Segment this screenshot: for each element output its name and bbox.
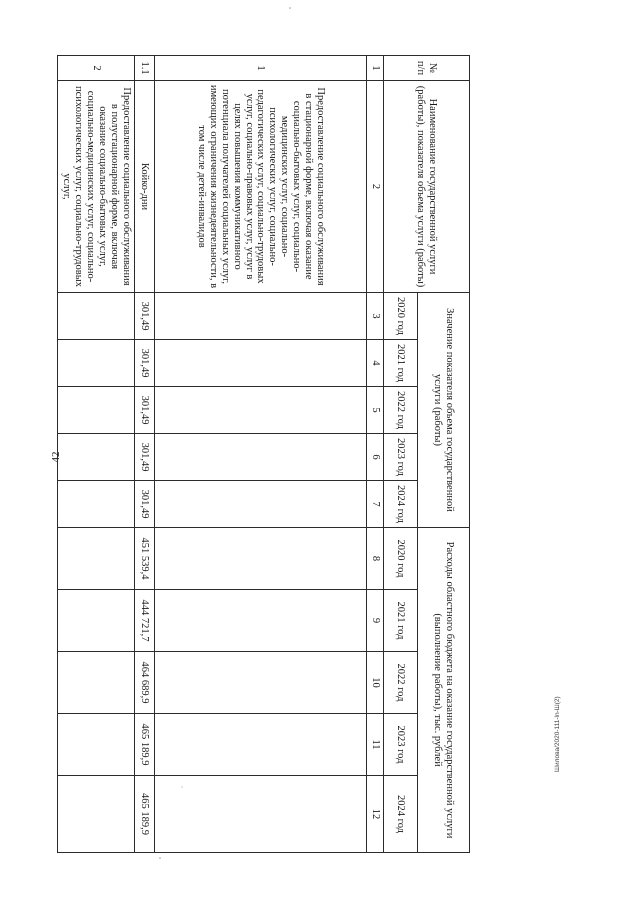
scan-speck [159, 857, 161, 859]
header-volume-group: Значение показателя объема государственной услуги (работы) [418, 293, 470, 528]
header-volume-year: 2021 год [384, 340, 418, 387]
budget-cell: 464 689,9 [135, 652, 155, 714]
column-number: 7 [367, 481, 384, 528]
row-name: Предоставление социального обслуживания в полустационарной форме, включая оказание социально-бытовых услуг, социально-медицинских услуг, социально-психологических услуг, социально-трудовых услуг, [58, 81, 135, 293]
volume-cell: 301,49 [135, 481, 155, 528]
column-number: 4 [367, 340, 384, 387]
volume-cell: 301,49 [135, 434, 155, 481]
document-code-watermark: Шилова/2020-111-ln-Ш(2) [554, 696, 561, 772]
header-num: № п/п [384, 56, 470, 81]
header-budget-year: 2021 год [384, 590, 418, 652]
column-number: 5 [367, 387, 384, 434]
column-number: 1 [367, 56, 384, 81]
header-name: Наименование государственной услуги (работы), показателя объема услуги (работы) [384, 81, 470, 293]
budget-cell: 444 721,7 [135, 590, 155, 652]
budget-cell: 465 189,9 [135, 714, 155, 776]
column-number: 12 [367, 776, 384, 853]
row-num: 1 [155, 56, 367, 81]
header-volume-year: 2023 год [384, 434, 418, 481]
volume-cell: 301,49 [135, 387, 155, 434]
header-volume-year: 2020 год [384, 293, 418, 340]
page-number: 42 [50, 451, 62, 463]
header-budget-year: 2023 год [384, 714, 418, 776]
column-number: 10 [367, 652, 384, 714]
header-volume-year: 2022 год [384, 387, 418, 434]
row-name: Предоставление социального обслуживания в стационарной форме, включая оказание социально-бытовых услуг, социально-медицинских услуг, социально-психологических услуг, социально-педагогических услуг, социально-трудовых услуг, социально-правовых услуг, услуг в целях повышения коммуникативного потенциала получателей социальных услуг, имеющих ограничения жизнедеятельности, в том числе детей-инвалидов [155, 81, 367, 293]
column-number: 2 [367, 81, 384, 293]
scan-speck [181, 786, 182, 787]
row-num: 1.1 [135, 56, 155, 81]
column-number: 8 [367, 528, 384, 590]
column-number: 9 [367, 590, 384, 652]
header-budget-year: 2024 год [384, 776, 418, 853]
header-budget-year: 2020 год [384, 528, 418, 590]
volume-cell: 301,49 [135, 293, 155, 340]
volume-cell: 301,49 [135, 340, 155, 387]
scan-speck [289, 7, 291, 9]
header-budget-year: 2022 год [384, 652, 418, 714]
column-number: 3 [367, 293, 384, 340]
budget-cell: 451 539,4 [135, 528, 155, 590]
row-name: Койко-дни [135, 81, 155, 293]
column-number: 6 [367, 434, 384, 481]
row-num: 2 [58, 56, 135, 81]
header-volume-year: 2024 год [384, 481, 418, 528]
budget-cell: 465 189,9 [135, 776, 155, 853]
column-number: 11 [367, 714, 384, 776]
header-budget-group: Расходы областного бюджета на оказание государственной услуги (выполнение работы), тыс. рублей [418, 528, 470, 853]
